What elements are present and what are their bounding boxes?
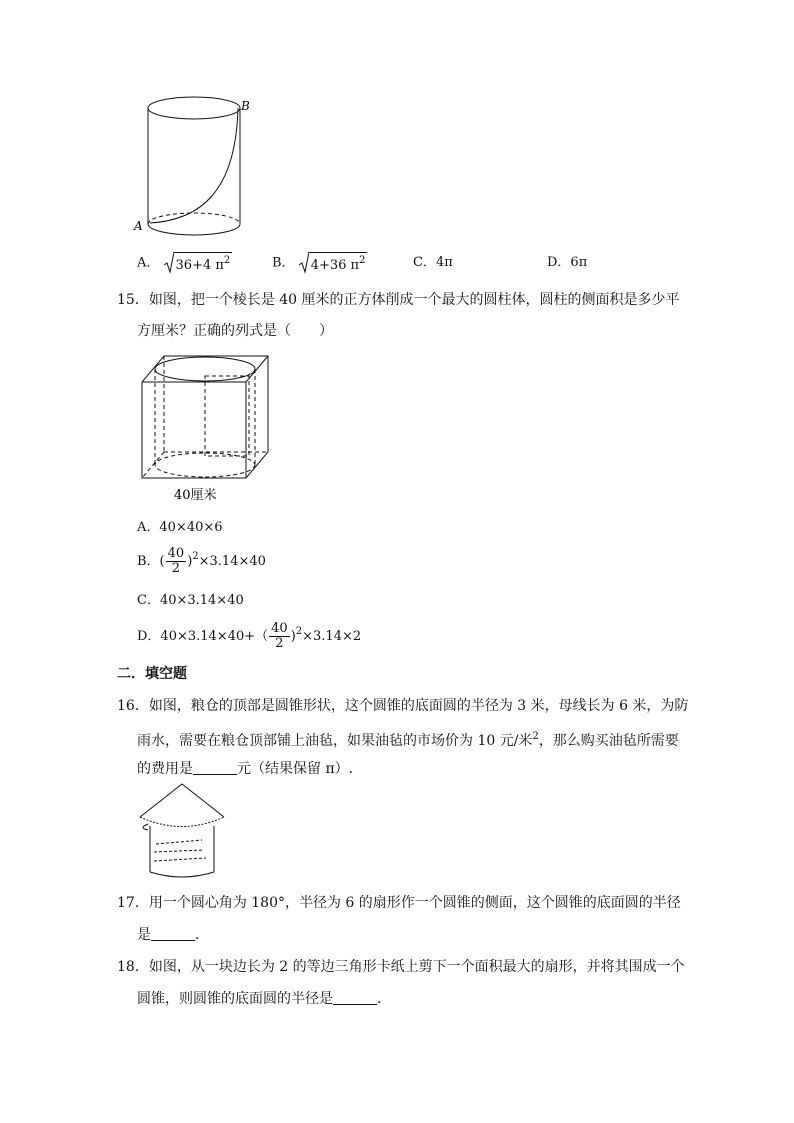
q15-option-d: D．40×3.14×40+（ $\frac{40}{2}$ )$^2$×3.14×2 <box>137 621 362 651</box>
fraction: $\frac{40}{2}$ <box>271 621 288 651</box>
q17-text-line1: 17．用一个圆心角为 180°，半径为 6 的扇形作一个圆锥的侧面，这个圆锥的底面圆的半径 <box>117 895 681 911</box>
grain-line <box>154 850 204 852</box>
edge-length-label: 40厘米 <box>174 488 217 503</box>
q16-text-line1: 16．如图，粮仓的顶部是圆锥形状，这个圆锥的底面圆的半径为 3 米，母线长为 6 米，为防 <box>117 698 689 714</box>
answer-blank <box>193 760 237 775</box>
cylinder-top-ellipse <box>148 97 240 119</box>
cube-cylinder-figure <box>138 352 278 507</box>
cylinder-figure <box>130 92 260 242</box>
q14-option-b: B． 4+36 $\pi^2$ <box>272 252 367 274</box>
point-b-label: B <box>241 99 250 113</box>
q14-option-c: C．4π <box>413 255 453 270</box>
grain-line <box>154 858 206 861</box>
granary-figure <box>138 782 228 882</box>
cone-roof-sides <box>140 784 224 817</box>
radical-sign-icon <box>299 252 309 274</box>
answer-blank <box>151 926 195 941</box>
q16-text-line3: 的费用是 元（结果保留 π）. <box>137 761 354 777</box>
section-heading: 二．填空题 <box>117 666 187 682</box>
q15-option-b: B．( $\frac{40}{2}$ )$^2$×3.14×40 <box>137 546 266 576</box>
fraction: $\frac{40}{2}$ <box>167 546 185 576</box>
point-a-label: A <box>134 219 143 233</box>
q16-text-line2: 雨水，需要在粮仓顶部铺上油毡，如果油毡的市场价为 10 元/米$^2$，那么购买油毡所需要 <box>137 731 679 749</box>
sqrt-expression: 36+4 $\pi^2$ <box>164 252 233 274</box>
grain-line <box>156 840 202 844</box>
cube-hidden-diagonal <box>142 452 164 478</box>
q14-option-d: D．6π <box>547 255 588 270</box>
q18-text-line2: 圆锥，则圆锥的底面圆的半径是 . <box>137 991 382 1007</box>
q18-text-line1: 18．如图，从一块边长为 2 的等边三角形卡纸上剪下一个面积最大的扇形，并将其围成一个 <box>117 959 685 975</box>
radical-sign-icon <box>164 252 174 274</box>
cube-top-right-edge <box>246 356 268 382</box>
helix-path <box>150 108 238 223</box>
answer-blank <box>333 990 377 1005</box>
roof-left-overhang <box>143 824 148 830</box>
cylinder-bottom-ellipse <box>155 453 255 477</box>
q17-text-line2: 是 . <box>137 927 200 943</box>
cylinder-bottom-back <box>148 213 240 224</box>
granary-base <box>150 872 214 877</box>
q15-option-c: C．40×3.14×40 <box>137 593 244 608</box>
q14-option-a: A． 36+4 $\pi^2$ <box>137 252 232 274</box>
q15-text-line2: 方厘米？正确的列式是（ ） <box>137 323 333 339</box>
q15-option-a: A．40×40×6 <box>137 520 223 535</box>
cylinder-bottom-front <box>148 224 240 235</box>
cone-roof-edge <box>140 817 224 827</box>
cylinder-section-rect <box>205 376 249 456</box>
sqrt-expression: 4+36 $\pi^2$ <box>299 252 368 274</box>
q15-text-line1: 15．如图，把一个棱长是 40 厘米的正方体削成一个最大的圆柱体，圆柱的侧面积是多少平 <box>117 292 680 308</box>
